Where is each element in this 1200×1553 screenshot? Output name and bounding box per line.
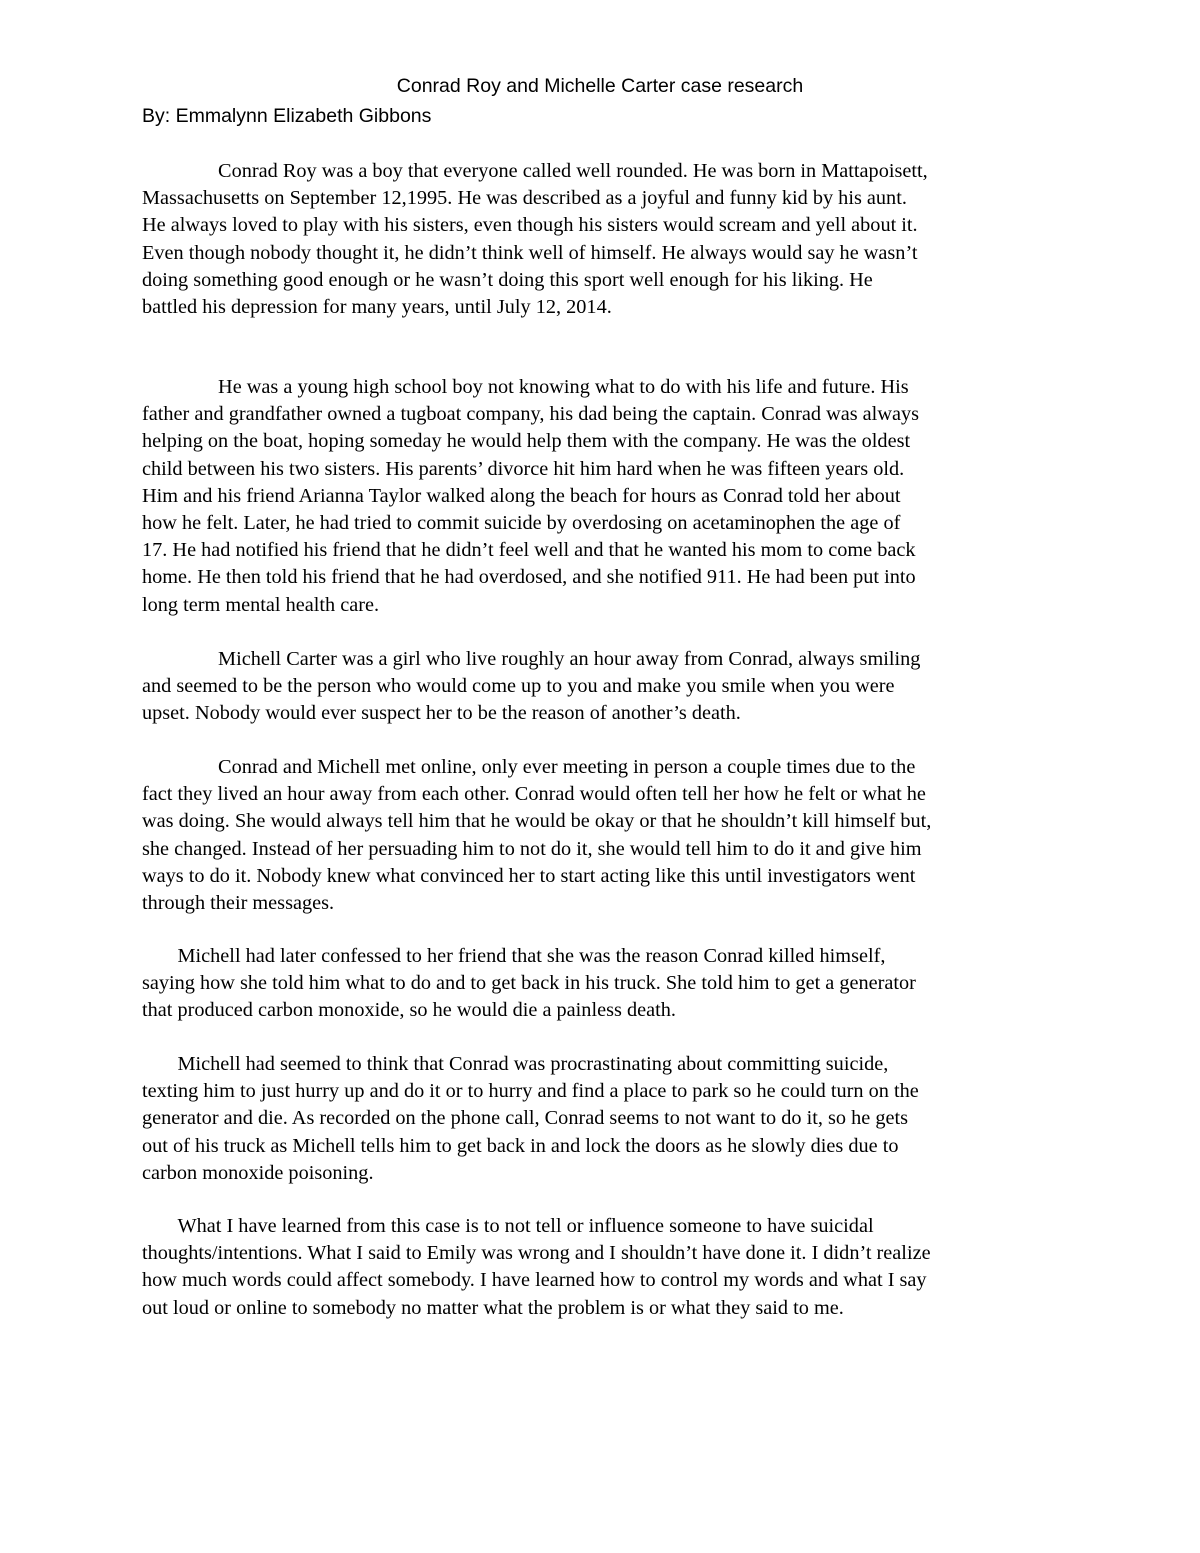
paragraph-line: home. He then told his friend that he had overdosed, and she notified 911. He had been put into: [142, 566, 916, 589]
paragraph-line: Conrad and Michell met online, only ever meeting in person a couple times due to the: [142, 756, 916, 778]
paragraph-6: [142, 1051, 1058, 1187]
paragraph-line: child between his two sisters. His parents’ divorce hit him hard when he was fifteen years old.: [142, 457, 905, 480]
paragraph-line: carbon monoxide poisoning.: [142, 1161, 374, 1184]
paragraph-3: [142, 646, 1058, 728]
paragraph-line: upset. Nobody would ever suspect her to be the reason of another’s death.: [142, 702, 741, 725]
paragraph-line: out loud or online to somebody no matter what the problem is or what they said to me.: [142, 1296, 844, 1319]
paragraph-line: Him and his friend Arianna Taylor walked along the beach for hours as Conrad told her about: [142, 484, 901, 507]
paragraph-line: 17. He had notified his friend that he didn’t feel well and that he wanted his mom to come back: [142, 539, 916, 562]
paragraph-line: Conrad Roy was a boy that everyone called well rounded. He was born in Mattapoisett,: [142, 160, 928, 182]
paragraph-line: Michell Carter was a girl who live roughly an hour away from Conrad, always smiling: [142, 648, 921, 670]
paragraph-line: she changed. Instead of her persuading him to not do it, she would tell him to do it and give him: [142, 837, 922, 860]
paragraph-2: [142, 374, 1058, 619]
paragraph-1: [142, 158, 1058, 321]
paragraph-line: that produced carbon monoxide, so he would die a painless death.: [142, 999, 676, 1022]
paragraph-line: Even though nobody thought it, he didn’t think well of himself. He always would say he wasn’t: [142, 241, 918, 264]
paragraph-line: was doing. She would always tell him that he would be okay or that he shouldn’t kill himself but,: [142, 810, 932, 833]
document-title: Conrad Roy and Michelle Carter case research: [396, 75, 804, 97]
paragraph-7: [142, 1213, 1058, 1322]
paragraph-line: and seemed to be the person who would come up to you and make you smile when you were: [142, 675, 895, 698]
paragraph-line: through their messages.: [142, 891, 335, 914]
paragraph-line: how he felt. Later, he had tried to commit suicide by overdosing on acetaminophen the age of: [142, 511, 901, 534]
paragraph-5: [142, 943, 1058, 1025]
paragraph-line: helping on the boat, hoping someday he would help them with the company. He was the oldest: [142, 430, 911, 453]
paragraph-line: He always loved to play with his sisters, even though his sisters would scream and yell about it.: [142, 214, 918, 237]
paragraph-line: Massachusetts on September 12,1995. He was described as a joyful and funny kid by his aunt.: [142, 187, 907, 210]
paragraph-line: generator and die. As recorded on the phone call, Conrad seems to not want to do it, so he gets: [142, 1107, 908, 1130]
paragraph-line: He was a young high school boy not knowing what to do with his life and future. His: [142, 376, 909, 398]
paragraph-line: What I have learned from this case is to not tell or influence someone to have suicidal: [142, 1215, 874, 1237]
paragraph-line: battled his depression for many years, until July 12, 2014.: [142, 295, 612, 318]
paragraph-line: fact they lived an hour away from each other. Conrad would often tell her how he felt or what he: [142, 783, 926, 806]
paragraph-line: Michell had later confessed to her friend that she was the reason Conrad killed himself,: [142, 945, 886, 967]
paragraph-line: out of his truck as Michell tells him to get back in and lock the doors as he slowly dies due to: [142, 1134, 899, 1157]
paragraph-line: ways to do it. Nobody knew what convinced her to start acting like this until investigators went: [142, 864, 916, 887]
paragraph-line: texting him to just hurry up and do it or to hurry and find a place to park so he could turn on the: [142, 1080, 919, 1103]
paragraph-line: father and grandfather owned a tugboat company, his dad being the captain. Conrad was always: [142, 403, 919, 426]
paragraph-line: how much words could affect somebody. I have learned how to control my words and what I say: [142, 1269, 927, 1292]
paragraph-4: [142, 754, 1058, 917]
paragraph-line: doing something good enough or he wasn’t doing this sport well enough for his liking. He: [142, 268, 873, 291]
paragraph-line: long term mental health care.: [142, 593, 380, 616]
paragraph-line: thoughts/intentions. What I said to Emily was wrong and I shouldn’t have done it. I didn’t realize: [142, 1242, 931, 1265]
paragraph-line: Michell had seemed to think that Conrad was procrastinating about committing suicide,: [142, 1053, 889, 1075]
paragraph-line: saying how she told him what to do and to get back in his truck. She told him to get a generator: [142, 972, 916, 995]
document-byline: By: Emmalynn Elizabeth Gibbons: [142, 105, 432, 127]
